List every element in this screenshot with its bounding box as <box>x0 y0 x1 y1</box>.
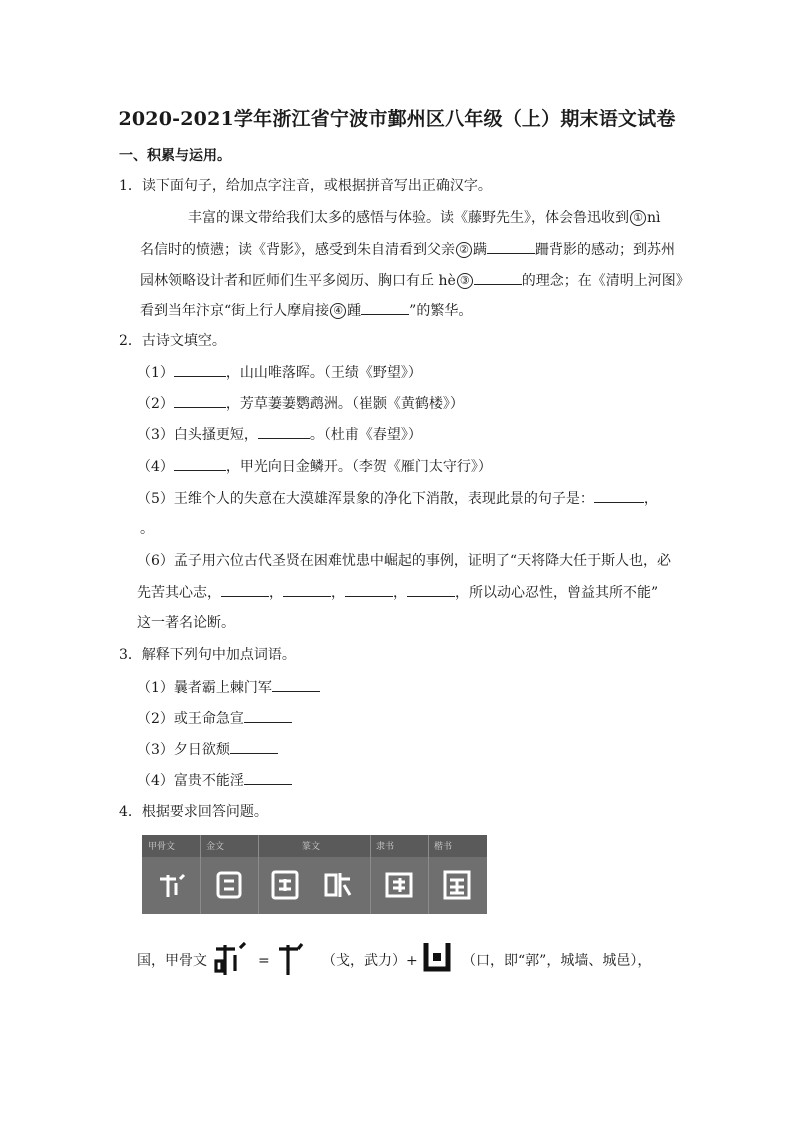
regular-glyph-icon <box>442 869 472 901</box>
answer-blank[interactable] <box>221 582 269 597</box>
text: （4） <box>137 459 174 475</box>
text: ， <box>331 585 345 601</box>
text: ，芳草萋萋鹦鹉洲。（崔颢《黄鹤楼》） <box>225 396 464 412</box>
q2-item-6-line-1: （6）孟子用六位古代圣贤在困难忧患中崛起的事例，证明了“天将降大任于斯人也，必 <box>137 553 672 569</box>
text: 的理念；在《清明上河图》 <box>521 273 690 289</box>
answer-blank[interactable] <box>230 739 278 754</box>
text: 国，甲骨文 <box>137 953 207 969</box>
text: 先苦其心志， <box>137 585 221 601</box>
text: （3）白头搔更短， <box>137 427 258 443</box>
character-evolution-table <box>142 835 487 914</box>
q3-item-1 <box>137 677 320 698</box>
answer-blank[interactable] <box>474 270 522 285</box>
column-header: 篆文 <box>302 842 321 852</box>
question-3-stem: 3．解释下列句中加点词语。 <box>119 647 296 663</box>
answer-blank[interactable] <box>272 677 320 692</box>
q1-paragraph-line-2 <box>140 239 675 260</box>
answer-blank[interactable] <box>244 708 292 723</box>
text: （2） <box>137 396 174 412</box>
dotted-char: 踵 <box>347 303 362 319</box>
answer-blank[interactable] <box>174 362 226 377</box>
answer-blank[interactable] <box>594 488 644 503</box>
answer-blank[interactable] <box>345 582 393 597</box>
column-header: 楷书 <box>434 842 453 852</box>
answer-blank[interactable] <box>258 424 310 439</box>
text: 丰富的课文带给我们太多的感悟与体验。读《藤野先生》，体会鲁迅收到 <box>188 210 629 226</box>
question-4-stem: 4．根据要求回答问题。 <box>119 804 268 820</box>
q2-item-5 <box>137 488 658 509</box>
answer-blank[interactable] <box>283 582 331 597</box>
equals-sign: = <box>258 953 270 969</box>
q2-item-1 <box>137 362 422 383</box>
text: ， <box>643 491 658 507</box>
text: ，所以动心忍性，曾益其所不能” <box>455 585 659 601</box>
text: ， <box>393 585 407 601</box>
dotted-char: 蹒 <box>473 242 487 258</box>
q2-item-4 <box>137 456 492 477</box>
text: （4）富贵不能淫 <box>137 773 244 789</box>
ge-weapon-glyph-icon <box>276 939 304 979</box>
answer-blank[interactable] <box>487 239 535 254</box>
answer-blank[interactable] <box>361 300 409 315</box>
oracle-guo-glyph-icon <box>213 939 247 979</box>
column-header: 金文 <box>206 842 225 852</box>
q4-explanation-line <box>137 951 207 971</box>
text: 看到当年汴京“街上行人摩肩接 <box>140 303 330 319</box>
text: ”的繁华。 <box>409 303 473 319</box>
q2-item-5-cont: 。 <box>140 521 154 537</box>
answer-blank[interactable] <box>407 582 455 597</box>
question-2-stem: 2．古诗文填空。 <box>119 333 226 349</box>
text: （5）王维个人的失意在大漠雄浑景象的净化下消散，表现此景的句子是： <box>137 491 594 507</box>
column-header: 隶书 <box>376 842 395 852</box>
text: （3）夕日欲颓 <box>137 742 230 758</box>
ge-explanation: （戈，武力）+ <box>322 953 418 969</box>
bronze-glyph-icon <box>214 869 244 901</box>
text: ，甲光向日金鳞开。（李贺《雁门太守行》） <box>225 459 492 475</box>
circle-number: ① <box>630 210 646 226</box>
q2-item-6-line-3: 这一著名论断。 <box>137 615 235 631</box>
answer-blank[interactable] <box>174 393 226 408</box>
text: ，山山唯落晖。（王绩《野望》） <box>225 365 422 381</box>
circle-number: ④ <box>330 303 346 319</box>
q3-item-2 <box>137 708 292 729</box>
text: 名信时的愤懑；读《背影》，感受到朱自清看到父亲 <box>140 242 455 258</box>
page-title: 2020-2021学年浙江省宁波市鄞州区八年级（上）期末语文试卷 <box>118 108 676 130</box>
oracle-glyph-icon <box>156 869 186 901</box>
answer-blank[interactable] <box>174 456 226 471</box>
text: 跚背影的感动；到苏州 <box>535 242 675 258</box>
answer-blank[interactable] <box>244 770 292 785</box>
text: 。（杜甫《春望》） <box>309 427 422 443</box>
circle-number: ③ <box>457 273 473 289</box>
q3-item-4 <box>137 770 292 791</box>
clerical-glyph-icon <box>384 869 414 901</box>
q2-item-3 <box>137 424 422 445</box>
text: ， <box>269 585 283 601</box>
text: （2）或王命急宣 <box>137 711 244 727</box>
column-header: 甲骨文 <box>148 842 176 852</box>
q3-item-3 <box>137 739 278 760</box>
kou-explanation: （口，即“郭”，城墙、城邑）， <box>462 953 652 969</box>
q2-item-6-line-2 <box>137 582 658 603</box>
section-heading: 一、积累与运用。 <box>119 148 231 164</box>
q1-paragraph-line-1 <box>188 208 661 228</box>
text: （1） <box>137 365 174 381</box>
text: （1）曩者霸上棘门军 <box>137 680 272 696</box>
q1-paragraph-line-3 <box>140 270 690 291</box>
text: 园林领略设计者和匠师们生平多阅历、胸口有丘 hè <box>140 273 456 289</box>
kou-city-glyph-icon <box>422 939 452 975</box>
seal-glyph-2-icon <box>322 869 352 901</box>
circle-number: ② <box>456 242 472 258</box>
question-1-stem: 1．读下面句子，给加点字注音，或根据拼音写出正确汉字。 <box>119 178 492 194</box>
q2-item-2 <box>137 393 464 414</box>
q1-paragraph-line-4 <box>140 300 472 321</box>
pinyin: nì <box>647 210 661 226</box>
seal-glyph-1-icon <box>270 869 300 901</box>
